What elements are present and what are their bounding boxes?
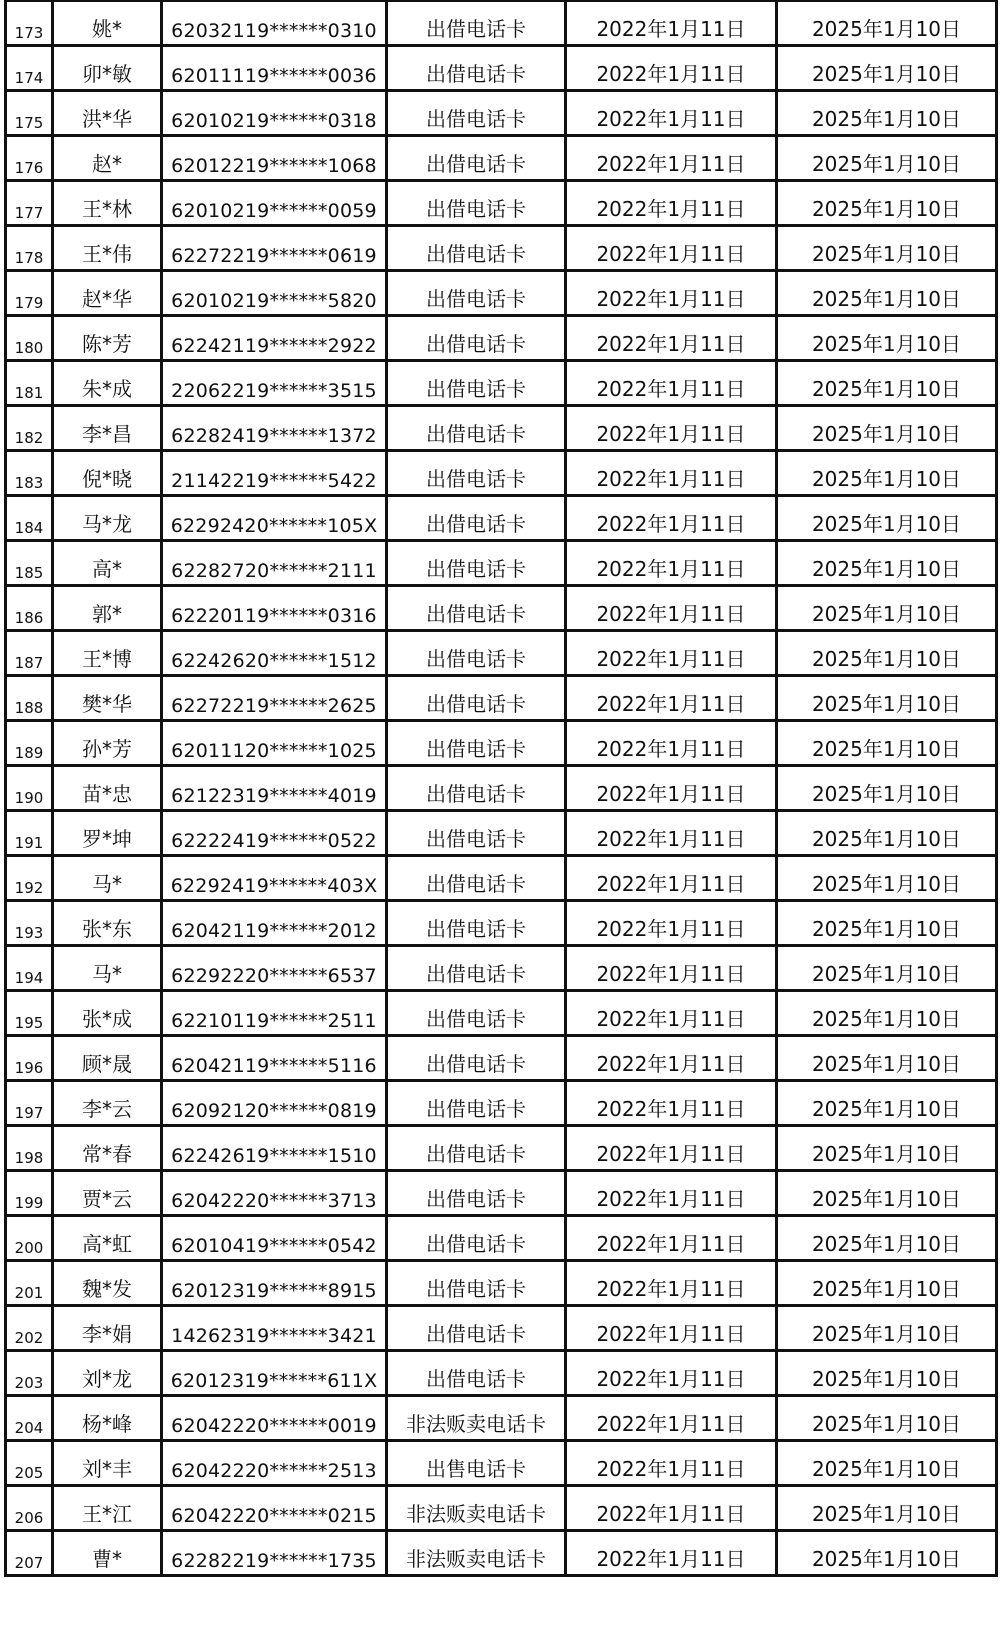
start-date-cell: 2022年1月11日: [566, 226, 777, 271]
end-date-cell: 2025年1月10日: [777, 1396, 997, 1441]
violation-cell: 出借电话卡: [387, 226, 566, 271]
violation-cell: 出借电话卡: [387, 136, 566, 181]
name-cell: 张*东: [53, 901, 162, 946]
table-row: [6, 496, 997, 541]
end-date-cell: 2025年1月10日: [777, 991, 997, 1036]
end-date-cell: 2025年1月10日: [777, 406, 997, 451]
name-cell: 赵*: [53, 136, 162, 181]
table-row: [6, 406, 997, 451]
violation-cell: 出借电话卡: [387, 1126, 566, 1171]
name-cell: 陈*芳: [53, 316, 162, 361]
name-cell: 倪*晓: [53, 451, 162, 496]
violation-cell: 出借电话卡: [387, 271, 566, 316]
start-date-cell: 2022年1月11日: [566, 271, 777, 316]
end-date-cell: 2025年1月10日: [777, 91, 997, 136]
table-row: [6, 766, 997, 811]
end-date-cell: 2025年1月10日: [777, 1126, 997, 1171]
id-number-cell: 62042220******3713: [162, 1171, 387, 1216]
end-date-cell: 2025年1月10日: [777, 271, 997, 316]
violation-cell: 出借电话卡: [387, 766, 566, 811]
end-date-cell: 2025年1月10日: [777, 1, 997, 46]
violation-cell: 出借电话卡: [387, 1, 566, 46]
id-number-cell: 62242620******1512: [162, 631, 387, 676]
violation-cell: 出借电话卡: [387, 1171, 566, 1216]
start-date-cell: 2022年1月11日: [566, 1216, 777, 1261]
row-number-cell: 173: [6, 1, 53, 46]
name-cell: 曹*: [53, 1531, 162, 1576]
end-date-cell: 2025年1月10日: [777, 946, 997, 991]
name-cell: 罗*坤: [53, 811, 162, 856]
name-cell: 李*昌: [53, 406, 162, 451]
row-number-cell: 180: [6, 316, 53, 361]
name-cell: 苗*忠: [53, 766, 162, 811]
name-cell: 顾*晟: [53, 1036, 162, 1081]
start-date-cell: 2022年1月11日: [566, 361, 777, 406]
name-cell: 李*娟: [53, 1306, 162, 1351]
start-date-cell: 2022年1月11日: [566, 766, 777, 811]
id-number-cell: 62012319******611X: [162, 1351, 387, 1396]
table-row: [6, 1531, 997, 1576]
id-number-cell: 62222419******0522: [162, 811, 387, 856]
start-date-cell: 2022年1月11日: [566, 1486, 777, 1531]
table-row: [6, 1441, 997, 1486]
name-cell: 李*云: [53, 1081, 162, 1126]
table-row: [6, 136, 997, 181]
table-row: [6, 271, 997, 316]
name-cell: 樊*华: [53, 676, 162, 721]
end-date-cell: 2025年1月10日: [777, 1036, 997, 1081]
table-row: [6, 586, 997, 631]
start-date-cell: 2022年1月11日: [566, 1171, 777, 1216]
start-date-cell: 2022年1月11日: [566, 631, 777, 676]
table-row: [6, 1351, 997, 1396]
name-cell: 王*江: [53, 1486, 162, 1531]
end-date-cell: 2025年1月10日: [777, 1171, 997, 1216]
violation-cell: 出借电话卡: [387, 1081, 566, 1126]
start-date-cell: 2022年1月11日: [566, 856, 777, 901]
end-date-cell: 2025年1月10日: [777, 676, 997, 721]
violation-cell: 出借电话卡: [387, 991, 566, 1036]
id-number-cell: 62010419******0542: [162, 1216, 387, 1261]
end-date-cell: 2025年1月10日: [777, 1531, 997, 1576]
table-row: [6, 946, 997, 991]
row-number-cell: 177: [6, 181, 53, 226]
end-date-cell: 2025年1月10日: [777, 856, 997, 901]
id-number-cell: 62011119******0036: [162, 46, 387, 91]
name-cell: 张*成: [53, 991, 162, 1036]
row-number-cell: 178: [6, 226, 53, 271]
row-number-cell: 196: [6, 1036, 53, 1081]
end-date-cell: 2025年1月10日: [777, 811, 997, 856]
name-cell: 魏*发: [53, 1261, 162, 1306]
row-number-cell: 184: [6, 496, 53, 541]
row-number-cell: 194: [6, 946, 53, 991]
row-number-cell: 201: [6, 1261, 53, 1306]
id-number-cell: 62012219******1068: [162, 136, 387, 181]
violation-cell: 出借电话卡: [387, 676, 566, 721]
end-date-cell: 2025年1月10日: [777, 451, 997, 496]
name-cell: 卯*敏: [53, 46, 162, 91]
start-date-cell: 2022年1月11日: [566, 676, 777, 721]
start-date-cell: 2022年1月11日: [566, 1126, 777, 1171]
start-date-cell: 2022年1月11日: [566, 541, 777, 586]
start-date-cell: 2022年1月11日: [566, 586, 777, 631]
row-number-cell: 188: [6, 676, 53, 721]
end-date-cell: 2025年1月10日: [777, 1351, 997, 1396]
row-number-cell: 185: [6, 541, 53, 586]
start-date-cell: 2022年1月11日: [566, 1396, 777, 1441]
violation-cell: 出借电话卡: [387, 721, 566, 766]
id-number-cell: 62210119******2511: [162, 991, 387, 1036]
id-number-cell: 62011120******1025: [162, 721, 387, 766]
violation-cell: 出借电话卡: [387, 1306, 566, 1351]
id-number-cell: 62282419******1372: [162, 406, 387, 451]
row-number-cell: 176: [6, 136, 53, 181]
name-cell: 赵*华: [53, 271, 162, 316]
row-number-cell: 187: [6, 631, 53, 676]
violation-cell: 出借电话卡: [387, 316, 566, 361]
start-date-cell: 2022年1月11日: [566, 406, 777, 451]
id-number-cell: 62242619******1510: [162, 1126, 387, 1171]
row-number-cell: 197: [6, 1081, 53, 1126]
table-row: [6, 721, 997, 766]
roster-table-body: [6, 1, 997, 1576]
id-number-cell: 62282720******2111: [162, 541, 387, 586]
id-number-cell: 62010219******0059: [162, 181, 387, 226]
row-number-cell: 186: [6, 586, 53, 631]
row-number-cell: 191: [6, 811, 53, 856]
id-number-cell: 62042220******0215: [162, 1486, 387, 1531]
id-number-cell: 62010219******0318: [162, 91, 387, 136]
row-number-cell: 192: [6, 856, 53, 901]
name-cell: 刘*丰: [53, 1441, 162, 1486]
violation-cell: 出借电话卡: [387, 1351, 566, 1396]
table-row: [6, 1, 997, 46]
name-cell: 郭*: [53, 586, 162, 631]
row-number-cell: 206: [6, 1486, 53, 1531]
id-number-cell: 62292420******105X: [162, 496, 387, 541]
name-cell: 杨*峰: [53, 1396, 162, 1441]
violation-cell: 非法贩卖电话卡: [387, 1486, 566, 1531]
violation-cell: 出借电话卡: [387, 631, 566, 676]
end-date-cell: 2025年1月10日: [777, 226, 997, 271]
start-date-cell: 2022年1月11日: [566, 1531, 777, 1576]
table-row: [6, 1081, 997, 1126]
start-date-cell: 2022年1月11日: [566, 91, 777, 136]
table-row: [6, 316, 997, 361]
violation-cell: 出借电话卡: [387, 91, 566, 136]
row-number-cell: 205: [6, 1441, 53, 1486]
table-row: [6, 1396, 997, 1441]
id-number-cell: 21142219******5422: [162, 451, 387, 496]
name-cell: 高*虹: [53, 1216, 162, 1261]
table-row: [6, 1036, 997, 1081]
start-date-cell: 2022年1月11日: [566, 451, 777, 496]
row-number-cell: 181: [6, 361, 53, 406]
violation-cell: 出借电话卡: [387, 1261, 566, 1306]
end-date-cell: 2025年1月10日: [777, 586, 997, 631]
violation-cell: 出借电话卡: [387, 856, 566, 901]
end-date-cell: 2025年1月10日: [777, 901, 997, 946]
start-date-cell: 2022年1月11日: [566, 136, 777, 181]
name-cell: 姚*: [53, 1, 162, 46]
name-cell: 孙*芳: [53, 721, 162, 766]
row-number-cell: 202: [6, 1306, 53, 1351]
violation-cell: 出借电话卡: [387, 181, 566, 226]
violation-cell: 出借电话卡: [387, 406, 566, 451]
name-cell: 王*林: [53, 181, 162, 226]
table-row: [6, 631, 997, 676]
name-cell: 贾*云: [53, 1171, 162, 1216]
row-number-cell: 182: [6, 406, 53, 451]
violation-cell: 非法贩卖电话卡: [387, 1396, 566, 1441]
name-cell: 高*: [53, 541, 162, 586]
violation-cell: 出售电话卡: [387, 1441, 566, 1486]
row-number-cell: 193: [6, 901, 53, 946]
name-cell: 朱*成: [53, 361, 162, 406]
violation-cell: 出借电话卡: [387, 946, 566, 991]
row-number-cell: 179: [6, 271, 53, 316]
end-date-cell: 2025年1月10日: [777, 1306, 997, 1351]
table-row: [6, 676, 997, 721]
name-cell: 常*春: [53, 1126, 162, 1171]
end-date-cell: 2025年1月10日: [777, 1441, 997, 1486]
table-row: [6, 856, 997, 901]
row-number-cell: 199: [6, 1171, 53, 1216]
table-row: [6, 1306, 997, 1351]
end-date-cell: 2025年1月10日: [777, 631, 997, 676]
id-number-cell: 62272219******2625: [162, 676, 387, 721]
end-date-cell: 2025年1月10日: [777, 136, 997, 181]
table-row: [6, 991, 997, 1036]
start-date-cell: 2022年1月11日: [566, 1261, 777, 1306]
id-number-cell: 62292419******403X: [162, 856, 387, 901]
id-number-cell: 62122319******4019: [162, 766, 387, 811]
id-number-cell: 62042220******0019: [162, 1396, 387, 1441]
table-row: [6, 1261, 997, 1306]
name-cell: 王*博: [53, 631, 162, 676]
end-date-cell: 2025年1月10日: [777, 1081, 997, 1126]
id-number-cell: 62292220******6537: [162, 946, 387, 991]
id-number-cell: 62012319******8915: [162, 1261, 387, 1306]
id-number-cell: 62032119******0310: [162, 1, 387, 46]
start-date-cell: 2022年1月11日: [566, 181, 777, 226]
roster-table: [4, 0, 998, 1577]
start-date-cell: 2022年1月11日: [566, 901, 777, 946]
table-row: [6, 361, 997, 406]
violation-cell: 出借电话卡: [387, 361, 566, 406]
table-row: [6, 811, 997, 856]
name-cell: 马*: [53, 946, 162, 991]
row-number-cell: 183: [6, 451, 53, 496]
table-row: [6, 901, 997, 946]
end-date-cell: 2025年1月10日: [777, 1216, 997, 1261]
violation-cell: 非法贩卖电话卡: [387, 1531, 566, 1576]
end-date-cell: 2025年1月10日: [777, 46, 997, 91]
start-date-cell: 2022年1月11日: [566, 496, 777, 541]
violation-cell: 出借电话卡: [387, 1216, 566, 1261]
id-number-cell: 22062219******3515: [162, 361, 387, 406]
start-date-cell: 2022年1月11日: [566, 811, 777, 856]
violation-cell: 出借电话卡: [387, 586, 566, 631]
id-number-cell: 14262319******3421: [162, 1306, 387, 1351]
violation-cell: 出借电话卡: [387, 1036, 566, 1081]
name-cell: 刘*龙: [53, 1351, 162, 1396]
end-date-cell: 2025年1月10日: [777, 316, 997, 361]
id-number-cell: 62042220******2513: [162, 1441, 387, 1486]
table-row: [6, 181, 997, 226]
row-number-cell: 207: [6, 1531, 53, 1576]
violation-cell: 出借电话卡: [387, 46, 566, 91]
start-date-cell: 2022年1月11日: [566, 316, 777, 361]
end-date-cell: 2025年1月10日: [777, 1486, 997, 1531]
row-number-cell: 200: [6, 1216, 53, 1261]
start-date-cell: 2022年1月11日: [566, 946, 777, 991]
start-date-cell: 2022年1月11日: [566, 46, 777, 91]
row-number-cell: 174: [6, 46, 53, 91]
id-number-cell: 62282219******1735: [162, 1531, 387, 1576]
id-number-cell: 62092120******0819: [162, 1081, 387, 1126]
table-row: [6, 1126, 997, 1171]
table-row: [6, 1171, 997, 1216]
id-number-cell: 62220119******0316: [162, 586, 387, 631]
start-date-cell: 2022年1月11日: [566, 721, 777, 766]
id-number-cell: 62272219******0619: [162, 226, 387, 271]
violation-cell: 出借电话卡: [387, 811, 566, 856]
end-date-cell: 2025年1月10日: [777, 361, 997, 406]
table-row: [6, 1486, 997, 1531]
row-number-cell: 204: [6, 1396, 53, 1441]
row-number-cell: 195: [6, 991, 53, 1036]
row-number-cell: 175: [6, 91, 53, 136]
table-row: [6, 1216, 997, 1261]
end-date-cell: 2025年1月10日: [777, 541, 997, 586]
start-date-cell: 2022年1月11日: [566, 1351, 777, 1396]
row-number-cell: 190: [6, 766, 53, 811]
start-date-cell: 2022年1月11日: [566, 991, 777, 1036]
violation-cell: 出借电话卡: [387, 541, 566, 586]
table-row: [6, 226, 997, 271]
violation-cell: 出借电话卡: [387, 901, 566, 946]
start-date-cell: 2022年1月11日: [566, 1081, 777, 1126]
row-number-cell: 198: [6, 1126, 53, 1171]
id-number-cell: 62042119******2012: [162, 901, 387, 946]
end-date-cell: 2025年1月10日: [777, 1261, 997, 1306]
name-cell: 马*龙: [53, 496, 162, 541]
name-cell: 马*: [53, 856, 162, 901]
end-date-cell: 2025年1月10日: [777, 181, 997, 226]
name-cell: 王*伟: [53, 226, 162, 271]
row-number-cell: 203: [6, 1351, 53, 1396]
violation-cell: 出借电话卡: [387, 496, 566, 541]
start-date-cell: 2022年1月11日: [566, 1036, 777, 1081]
violation-cell: 出借电话卡: [387, 451, 566, 496]
start-date-cell: 2022年1月11日: [566, 1441, 777, 1486]
table-row: [6, 46, 997, 91]
table-row: [6, 541, 997, 586]
row-number-cell: 189: [6, 721, 53, 766]
end-date-cell: 2025年1月10日: [777, 496, 997, 541]
name-cell: 洪*华: [53, 91, 162, 136]
end-date-cell: 2025年1月10日: [777, 766, 997, 811]
table-row: [6, 91, 997, 136]
start-date-cell: 2022年1月11日: [566, 1306, 777, 1351]
end-date-cell: 2025年1月10日: [777, 721, 997, 766]
id-number-cell: 62242119******2922: [162, 316, 387, 361]
start-date-cell: 2022年1月11日: [566, 1, 777, 46]
id-number-cell: 62010219******5820: [162, 271, 387, 316]
id-number-cell: 62042119******5116: [162, 1036, 387, 1081]
table-row: [6, 451, 997, 496]
